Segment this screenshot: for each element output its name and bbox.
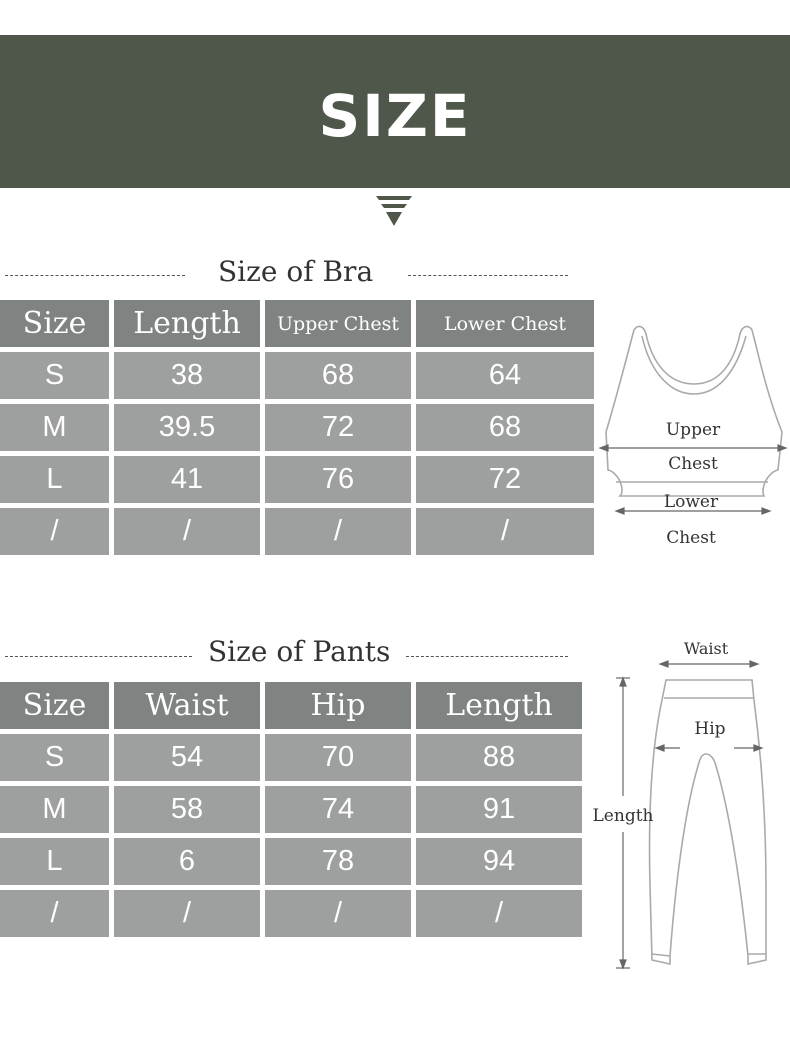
hip-label: Hip	[694, 719, 726, 739]
table-cell: 38	[114, 352, 260, 399]
pants-section-title: Size of Pants	[208, 635, 391, 668]
table-cell: /	[416, 890, 582, 937]
table-cell: 54	[114, 734, 260, 781]
table-cell: M	[0, 404, 109, 451]
table-cell: 76	[265, 456, 411, 503]
table-cell: /	[114, 508, 260, 555]
table-cell: 78	[265, 838, 411, 885]
table-header-cell: Size	[0, 300, 109, 347]
table-cell: /	[0, 890, 109, 937]
table-cell: 74	[265, 786, 411, 833]
page-title: SIZE	[318, 82, 472, 150]
waist-arrow	[660, 661, 758, 667]
table-cell: 91	[416, 786, 582, 833]
pants-section-header	[0, 632, 590, 672]
table-header-cell: Lower Chest	[416, 300, 594, 347]
header-banner	[0, 35, 790, 188]
table-cell: 88	[416, 734, 582, 781]
table-cell: 94	[416, 838, 582, 885]
table-cell: 72	[265, 404, 411, 451]
table-cell: 68	[265, 352, 411, 399]
table-header-cell: Upper Chest	[265, 300, 411, 347]
divider	[5, 656, 192, 657]
table-cell: 41	[114, 456, 260, 503]
table-cell: 39.5	[114, 404, 260, 451]
hip-arrows	[656, 745, 762, 751]
table-cell: 64	[416, 352, 594, 399]
table-cell: L	[0, 838, 109, 885]
lower-chest-label-1: Lower	[663, 492, 719, 512]
pants-diagram	[588, 636, 784, 976]
table-header-cell: Length	[114, 300, 260, 347]
upper-chest-label-1: Upper	[665, 420, 721, 440]
table-cell: 58	[114, 786, 260, 833]
table-cell: 72	[416, 456, 594, 503]
chevron-down-icon	[376, 196, 412, 228]
lower-chest-label-2: Chest	[666, 528, 716, 548]
table-header-cell: Waist	[114, 682, 260, 729]
bra-diagram	[596, 322, 788, 554]
waist-label: Waist	[683, 639, 729, 658]
table-cell: /	[114, 890, 260, 937]
table-cell: L	[0, 456, 109, 503]
table-header-cell: Hip	[265, 682, 411, 729]
table-header-cell: Size	[0, 682, 109, 729]
upper-chest-label-2: Chest	[668, 454, 718, 474]
length-label: Length	[592, 806, 654, 826]
table-cell: 68	[416, 404, 594, 451]
divider	[408, 275, 568, 276]
bra-section-header	[0, 252, 590, 292]
table-cell: /	[0, 508, 109, 555]
table-cell: 6	[114, 838, 260, 885]
table-cell: /	[265, 890, 411, 937]
upper-chest-arrow	[600, 445, 786, 451]
table-cell: S	[0, 352, 109, 399]
divider	[5, 275, 185, 276]
table-header-cell: Length	[416, 682, 582, 729]
table-cell: S	[0, 734, 109, 781]
table-cell: 70	[265, 734, 411, 781]
table-cell: /	[265, 508, 411, 555]
bra-section-title: Size of Bra	[218, 255, 374, 288]
table-cell: M	[0, 786, 109, 833]
divider	[406, 656, 568, 657]
table-cell: /	[416, 508, 594, 555]
